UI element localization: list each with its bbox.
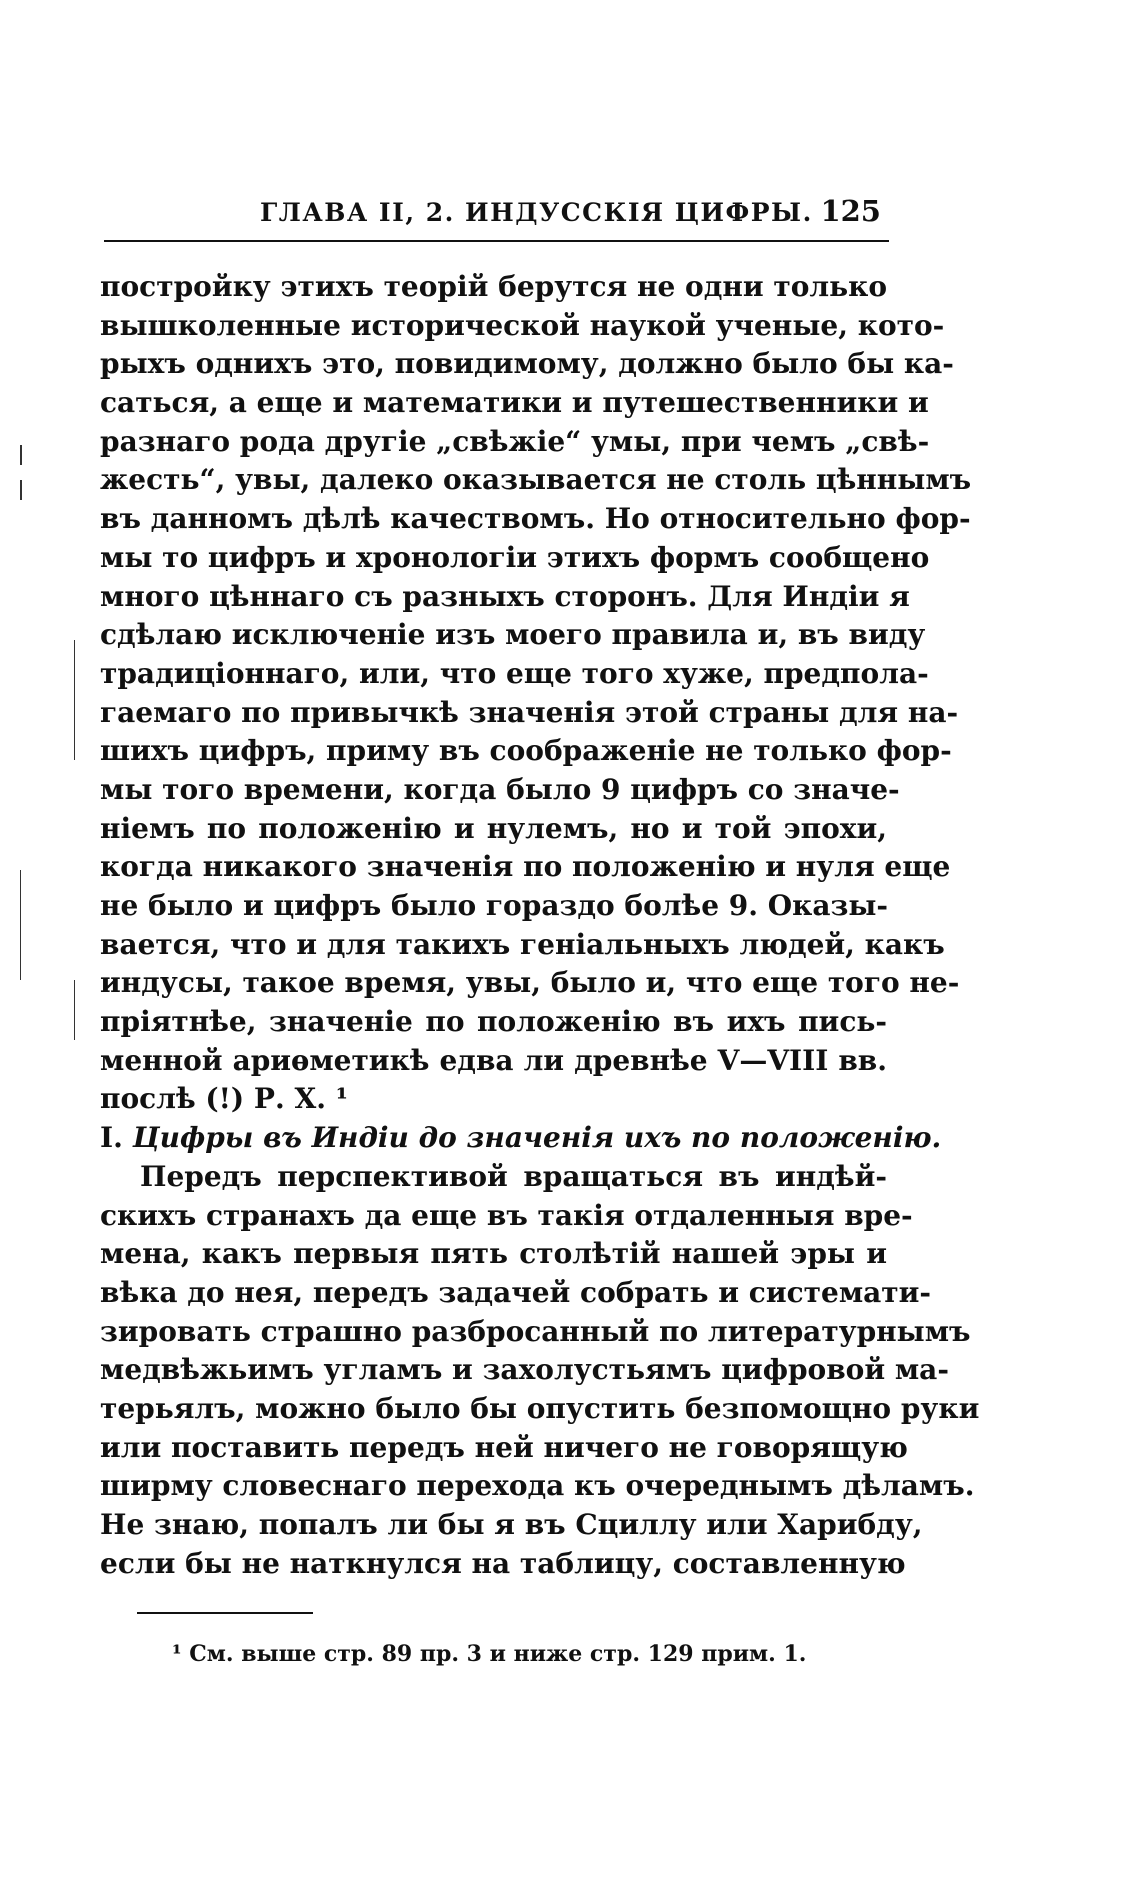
text-line: менной ариѳметикѣ едва ли древнѣе V—VIII вв. bbox=[100, 1043, 887, 1077]
text-line: или поставить передъ ней ничего не говорящую bbox=[100, 1430, 908, 1464]
section-title: Цифры въ Индіи до значенія ихъ по положенію. bbox=[132, 1121, 942, 1155]
text-line: вѣка до нея, передъ задачей собрать и системати- bbox=[100, 1275, 932, 1309]
text-line: постройку этихъ теорій берутся не одни только bbox=[100, 270, 888, 303]
scan-mark bbox=[20, 445, 22, 465]
scan-mark bbox=[74, 640, 75, 760]
text-line: традиціоннаго, или, что еще того хуже, предпола- bbox=[100, 656, 929, 690]
text-line: медвѣжьимъ угламъ и захолустьямъ цифровой ма- bbox=[100, 1353, 949, 1387]
text-line: вышколенные исторической наукой ученые, кото- bbox=[100, 308, 945, 342]
text-line: много цѣннаго съ разныхъ сторонъ. Для Индіи я bbox=[100, 579, 910, 613]
text-line: разнаго рода другіе „свѣжіе“ умы, при чемъ „свѣ- bbox=[100, 424, 930, 458]
text-line: индусы, такое время, увы, было и, что еще того не- bbox=[100, 966, 960, 1000]
text-line: зировать страшно разбросанный по литературнымъ bbox=[100, 1314, 971, 1348]
text-line: не было и цифръ было гораздо болѣе 9. Оказы- bbox=[100, 889, 889, 922]
text-line: терьялъ, можно было бы опустить безпомощно руки bbox=[100, 1391, 980, 1425]
text-line: вается, что и для такихъ геніальныхъ людей, какъ bbox=[100, 927, 945, 961]
text-line: шихъ цифръ, приму въ соображеніе не только фор- bbox=[100, 734, 952, 768]
text-line: жесть“, увы, далеко оказывается не столь цѣннымъ bbox=[100, 463, 972, 497]
footnote-rule bbox=[137, 1612, 313, 1614]
scan-mark bbox=[74, 980, 75, 1040]
text-line: сдѣлаю исключеніе изъ моего правила и, въ виду bbox=[100, 618, 926, 652]
text-line: мы того времени, когда было 9 цифръ со значе- bbox=[100, 772, 900, 806]
text-line: если бы не наткнулся на таблицу, составленную bbox=[100, 1546, 906, 1580]
body-text bbox=[100, 268, 980, 1583]
section-heading bbox=[100, 1119, 942, 1158]
text-line: саться, а еще и математики и путешественники и bbox=[100, 386, 929, 420]
scan-mark bbox=[20, 480, 22, 500]
running-title: ГЛАВА II, 2. ИНДУССКІЯ ЦИФРЫ. bbox=[260, 198, 813, 227]
text-line: рыхъ однихъ это, повидимому, должно было бы ка- bbox=[100, 347, 954, 381]
running-header bbox=[104, 194, 889, 242]
text-line: въ данномъ дѣлѣ качествомъ. Но относительно фор- bbox=[100, 502, 971, 536]
page-number: 125 bbox=[820, 194, 881, 228]
text-line: ніемъ по положенію и нулемъ, но и той эпохи, bbox=[100, 811, 887, 845]
text-line: мы то цифръ и хронологіи этихъ формъ сообщено bbox=[100, 540, 930, 574]
text-line: Передъ перспективой вращаться въ индѣй- bbox=[140, 1159, 887, 1193]
footnote: ¹ См. выше стр. 89 пр. 3 и ниже стр. 129 прим. 1. bbox=[172, 1641, 807, 1667]
text-line: скихъ странахъ да еще въ такія отдаленныя вре- bbox=[100, 1198, 913, 1232]
text-line: Не знаю, попалъ ли бы я въ Сциллу или Харибду, bbox=[100, 1508, 923, 1541]
text-line: ширму словеснаго перехода къ очереднымъ дѣламъ. bbox=[100, 1469, 975, 1503]
text-line: гаемаго по привычкѣ значенія этой страны для на- bbox=[100, 695, 959, 729]
scan-mark bbox=[20, 870, 21, 980]
text-line: пріятнѣе, значеніе по положенію въ ихъ пись- bbox=[100, 1005, 887, 1039]
text-line: когда никакого значенія по положенію и нуля еще bbox=[100, 850, 951, 884]
section-number: I. bbox=[100, 1121, 123, 1155]
text-line: мена, какъ первыя пять столѣтій нашей эры и bbox=[100, 1237, 887, 1271]
text-line: послѣ (!) Р. X. ¹ bbox=[100, 1082, 348, 1116]
